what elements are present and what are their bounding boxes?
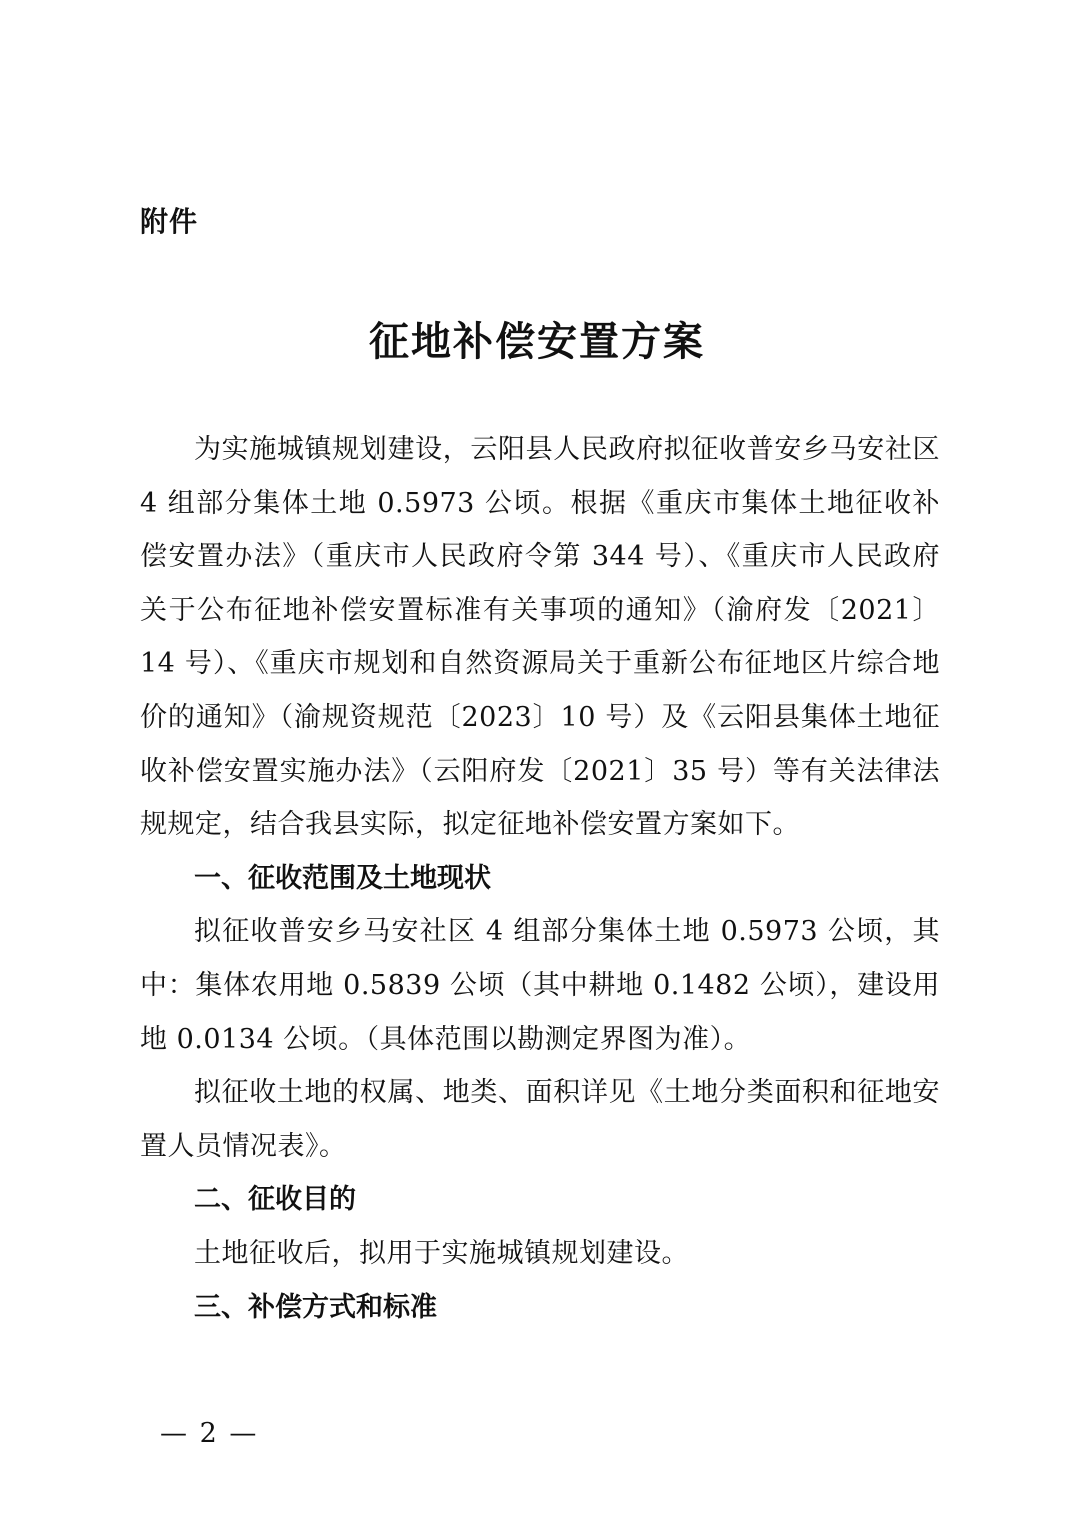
scope-detail-paragraph: 拟征收土地的权属、地类、面积详见《土地分类面积和征地安置人员情况表》。	[140, 1077, 940, 1162]
document-body	[140, 423, 940, 1334]
attachment-label: 附件	[140, 205, 199, 238]
purpose-paragraph: 土地征收后，拟用于实施城镇规划建设。	[194, 1237, 689, 1269]
section-heading-compensation: 三、补偿方式和标准	[194, 1291, 437, 1323]
page-number: — 2 —	[160, 1418, 259, 1449]
document-title: 征地补偿安置方案	[369, 318, 705, 365]
scope-paragraph: 拟征收普安乡马安社区 4 组部分集体土地 0.5973 公顷，其中：集体农用地 0.5839 公顷（其中耕地 0.1482 公顷），建设用地 0.0134 公顷。（具体范围以勘测定界图为准）。	[140, 916, 940, 1055]
intro-paragraph: 为实施城镇规划建设，云阳县人民政府拟征收普安乡马安社区 4 组部分集体土地 0.5973 公顷。根据《重庆市集体土地征收补偿安置办法》（重庆市人民政府令第 344 号）、《重庆市人民政府关于公布征地补偿安置标准有关事项的通知》（渝府发〔2021〕14 号）、《重庆市规划和自然资源局关于重新公布征地区片综合地价的通知》（渝规资规范〔2023〕10 号）及《云阳县集体土地征收补偿安置实施办法》（云阳府发〔2021〕35 号）等有关法律法规规定，结合我县实际，拟定征地补偿安置方案如下。	[140, 434, 940, 841]
section-heading-purpose: 二、征收目的	[194, 1184, 356, 1216]
section-heading-scope: 一、征收范围及土地现状	[194, 862, 491, 894]
